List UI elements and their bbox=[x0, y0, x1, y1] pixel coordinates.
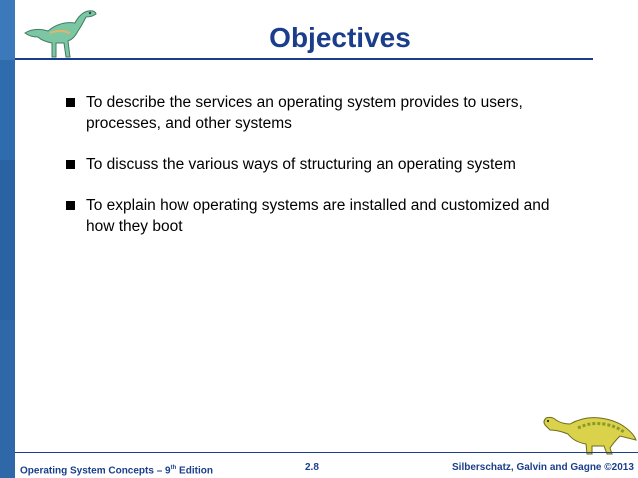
bullet-item bbox=[62, 195, 562, 237]
footer-book-title bbox=[20, 462, 213, 477]
slide-title: Objectives bbox=[269, 22, 411, 53]
title-underline bbox=[15, 58, 593, 60]
bullet-text: To discuss the various ways of structuring an operating system bbox=[86, 156, 516, 173]
square-bullet-icon bbox=[66, 160, 75, 169]
footer-copyright: Silberschatz, Galvin and Gagne ©2013 bbox=[452, 462, 634, 473]
footer-page-number: 2.8 bbox=[305, 462, 319, 473]
footer-edition-superscript: th bbox=[170, 465, 177, 471]
square-bullet-icon bbox=[66, 201, 75, 210]
side-bar-segment bbox=[0, 320, 15, 478]
side-bar-segment bbox=[0, 160, 15, 320]
bullet-item bbox=[62, 92, 562, 134]
dinosaur-illustration-bottom bbox=[538, 404, 638, 456]
side-decoration-bar bbox=[0, 0, 15, 478]
side-bar-segment bbox=[0, 0, 15, 60]
bullet-item bbox=[62, 154, 562, 175]
side-bar-segment bbox=[0, 60, 15, 160]
footer-edition-text: Edition bbox=[176, 465, 213, 477]
square-bullet-icon bbox=[66, 98, 75, 107]
bullet-text: To explain how operating systems are installed and customized and how they boot bbox=[86, 197, 550, 235]
dinosaur-illustration-top bbox=[20, 3, 100, 61]
bullet-list bbox=[62, 92, 562, 237]
bullet-text: To describe the services an operating system provides to users, processes, and other systems bbox=[86, 94, 523, 132]
footer-book-title-text: Operating System Concepts – 9 bbox=[20, 465, 171, 477]
footer-rule bbox=[15, 452, 638, 453]
